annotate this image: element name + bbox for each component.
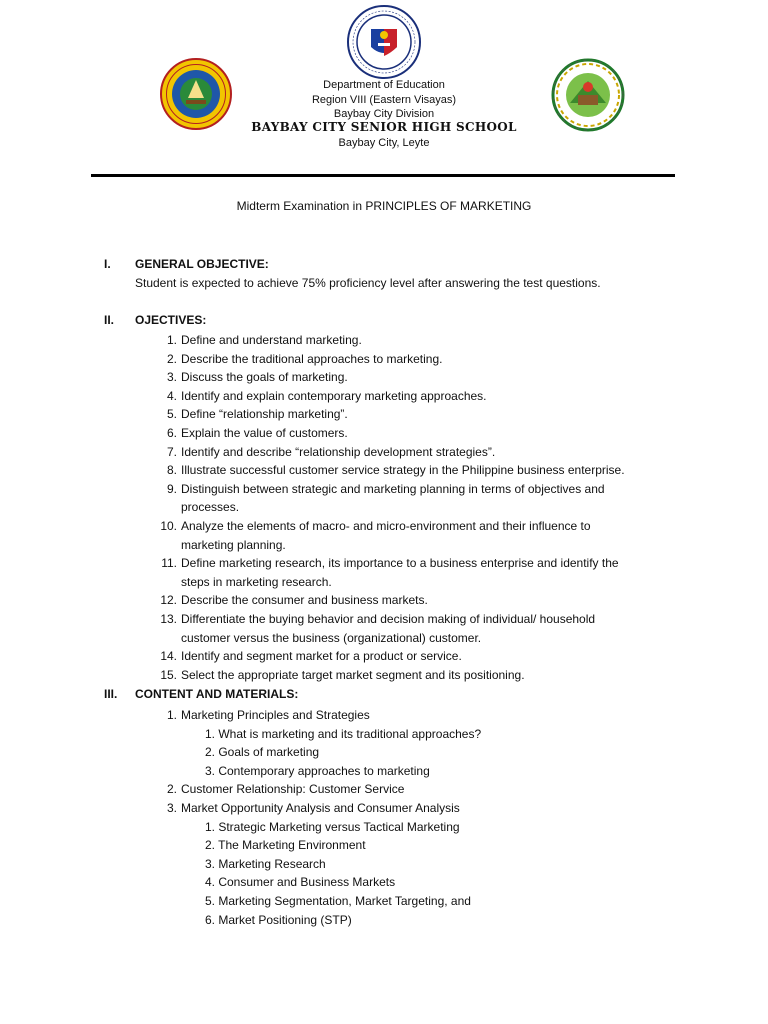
content-topic: Marketing Principles and Strategies — [181, 708, 370, 722]
objective-number: 10. — [160, 518, 177, 533]
content-number: 1. — [166, 708, 177, 722]
objective-item — [157, 461, 657, 480]
objective-item — [157, 350, 657, 369]
content-subtopic: 1. What is marketing and its traditional approaches? — [205, 726, 482, 741]
content-subtopic: 3. Contemporary approaches to marketing — [205, 763, 430, 778]
objective-number: 8. — [166, 463, 177, 478]
content-subtopic: 1. Strategic Marketing versus Tactical Marketing — [205, 819, 460, 834]
objective-item — [157, 666, 657, 685]
objective-item — [157, 480, 657, 517]
content-list — [157, 706, 657, 929]
objective-item — [157, 647, 657, 666]
objective-text-line: Define and understand marketing. — [181, 333, 362, 347]
objective-number: 13. — [160, 611, 177, 626]
objective-number: 7. — [166, 444, 177, 459]
objective-text-line: Explain the value of customers. — [181, 425, 348, 440]
objective-number: 6. — [166, 425, 177, 440]
objective-text-line: Identify and describe “relationship development strategies”. — [181, 444, 496, 459]
content-subtopic: 5. Marketing Segmentation, Market Targeting, and — [205, 893, 471, 908]
objective-text-line: steps in marketing research. — [181, 574, 332, 589]
objective-text-line: Identify and explain contemporary marketing approaches. — [181, 388, 487, 403]
objective-text-line: Select the appropriate target market segment and its positioning. — [181, 667, 525, 682]
content-topic: Customer Relationship: Customer Service — [181, 782, 405, 797]
objective-number: 15. — [160, 667, 177, 682]
content-subtopic: 2. The Marketing Environment — [205, 838, 366, 853]
content-subtopic: 4. Consumer and Business Markets — [205, 875, 396, 890]
content-subtopic: 6. Market Positioning (STP) — [205, 912, 352, 927]
division-name: Baybay City Division — [333, 108, 435, 120]
objective-text-line: processes. — [181, 500, 240, 515]
section-numeral: II. — [104, 313, 115, 327]
objective-number: 11. — [161, 556, 177, 571]
objective-number: 2. — [166, 351, 177, 366]
objective-text-line: Describe the consumer and business markets. — [181, 593, 428, 608]
school-address: Baybay City, Leyte — [338, 137, 430, 149]
objective-item — [157, 331, 657, 350]
objective-text-line: Discuss the goals of marketing. — [181, 370, 348, 385]
objective-text-line: Illustrate successful customer service strategy in the Philippine business enterprise. — [181, 463, 625, 478]
objective-number: 14. — [160, 649, 177, 664]
content-number: 3. — [166, 800, 177, 815]
section-numeral: III. — [104, 687, 118, 701]
objective-item — [157, 424, 657, 443]
objective-number: 9. — [166, 481, 177, 496]
school-name: BAYBAY CITY SENIOR HIGH SCHOOL — [251, 120, 517, 134]
objective-number: 4. — [166, 388, 177, 403]
section-heading: CONTENT AND MATERIALS: — [135, 687, 299, 701]
content-item — [157, 799, 657, 929]
objective-item — [157, 554, 657, 591]
objective-item — [157, 405, 657, 424]
content-subtopic: 3. Marketing Research — [205, 856, 326, 871]
region-name: Region VIII (Eastern Visayas) — [311, 94, 457, 106]
objective-item — [157, 517, 657, 554]
department-name: Department of Education — [323, 79, 445, 91]
content-topic: Market Opportunity Analysis and Consumer Analysis — [181, 800, 460, 815]
objective-text-line: Describe the traditional approaches to marketing. — [181, 351, 443, 366]
objective-number: 3. — [166, 370, 177, 385]
content-subtopic: 2. Goals of marketing — [205, 745, 320, 760]
objective-number: 5. — [166, 407, 177, 422]
header-divider — [91, 174, 675, 177]
objective-text-line: Identify and segment market for a product or service. — [181, 649, 462, 664]
objective-item — [157, 443, 657, 462]
deped-seal-logo — [347, 5, 421, 79]
content-item — [157, 780, 657, 799]
objective-number: 1. — [166, 333, 177, 347]
exam-title: Midterm Examination in PRINCIPLES OF MARKETING — [236, 199, 532, 213]
objective-item — [157, 368, 657, 387]
objective-text-line: customer versus the business (organizational) customer. — [181, 630, 482, 645]
general-objective-text: Student is expected to achieve 75% proficiency level after answering the test questions. — [135, 276, 601, 290]
section-heading: GENERAL OBJECTIVE: — [135, 257, 269, 271]
section-numeral: I. — [104, 257, 111, 271]
objective-item — [157, 591, 657, 610]
objective-text-line: Distinguish between strategic and marketing planning in terms of objectives and — [181, 481, 605, 496]
objective-text-line: Differentiate the buying behavior and decision making of individual/ household — [181, 611, 596, 626]
objective-text-line: Define “relationship marketing”. — [181, 407, 348, 422]
objectives-list — [157, 331, 657, 684]
section-heading: OJECTIVES: — [135, 313, 207, 327]
objective-number: 12. — [160, 593, 177, 608]
objective-text-line: Define marketing research, its importance to a business enterprise and identify the — [181, 556, 619, 571]
objective-item — [157, 387, 657, 406]
objective-text-line: marketing planning. — [181, 537, 286, 552]
objective-item — [157, 610, 657, 647]
objective-text-line: Analyze the elements of macro- and micro-environment and their influence to — [181, 518, 591, 533]
content-item — [157, 706, 657, 780]
content-number: 2. — [166, 782, 177, 797]
